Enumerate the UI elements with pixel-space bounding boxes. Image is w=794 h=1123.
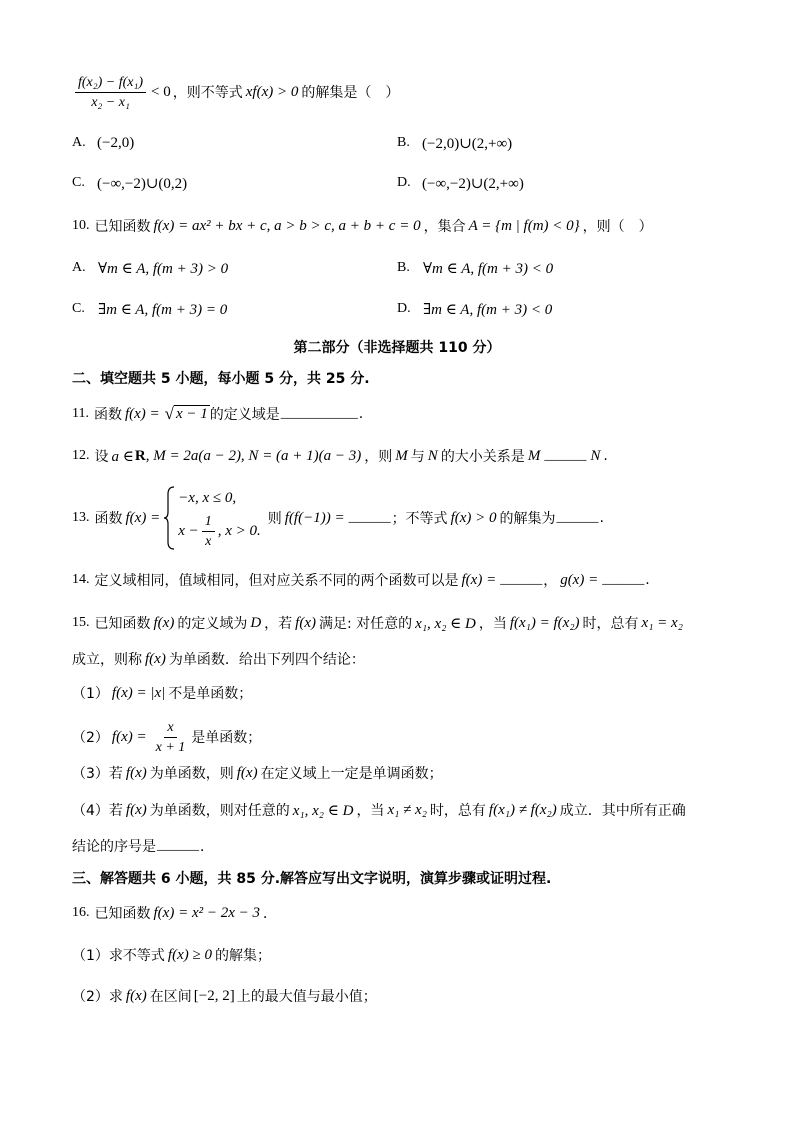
- piecewise-brace: [163, 486, 175, 550]
- function-lhs: g(x) =: [560, 571, 599, 588]
- stem-text: 的定义域是: [209, 407, 280, 423]
- answer-blank: ___________: [280, 406, 358, 421]
- math-variable: M: [395, 447, 408, 464]
- q15-statement-3: [72, 762, 443, 784]
- fraction-numerator: f(x₂) − f(x₁): [75, 73, 146, 93]
- stem-text: 定义域相同，值域相同，但对应关系不同的两个函数可以是: [94, 573, 459, 589]
- stem-text: 求不等式: [108, 948, 165, 964]
- stem-text: 时，总有: [582, 616, 639, 632]
- option-value: ∀m ∈ A, f(m + 3) < 0: [423, 260, 554, 277]
- stem-text: 是单函数；: [191, 730, 262, 746]
- math-expression: f(x): [145, 650, 166, 667]
- end-punct: .: [599, 510, 604, 526]
- reals-symbol: R: [134, 447, 146, 464]
- stem-text: ，集合: [423, 219, 466, 235]
- option-value: ∃m ∈ A, f(m + 3) = 0: [98, 301, 228, 318]
- math-expression: f(x₁) = f(x₂): [509, 614, 580, 631]
- stem-text: 若: [108, 766, 123, 782]
- q14: [72, 569, 650, 591]
- math-expression: f(x): [236, 764, 258, 781]
- q9-option-a: [72, 132, 136, 154]
- sqrt-sign: √: [164, 404, 175, 423]
- answer-blank: ______: [602, 572, 645, 587]
- stem-text: 已知函数: [94, 906, 151, 922]
- q15-statement-2: [72, 716, 261, 758]
- q15-statement-4-line-2: [72, 835, 214, 857]
- stem-text: 与: [410, 449, 425, 465]
- math-variable: N: [427, 447, 438, 464]
- option-value: ∀m ∈ A, f(m + 3) > 0: [98, 260, 229, 277]
- stem-text: 不是单函数；: [168, 686, 253, 702]
- q16-part-1: [72, 944, 271, 966]
- stem-text: 结论的序号是: [72, 839, 156, 855]
- stem-text: 设: [94, 449, 109, 465]
- statement-label: （2）: [72, 730, 109, 746]
- stem-text: 为单函数，则: [149, 766, 234, 782]
- case-1: [175, 485, 264, 511]
- stem-text: 在定义域上一定是单调函数；: [260, 766, 443, 782]
- section2-heading: 二、填空题共 5 小题，每小题 5 分，共 25 分.: [72, 371, 370, 387]
- inequality-sign: < 0: [151, 83, 171, 100]
- option-value: (−∞,−2)∪(0,2): [97, 175, 188, 192]
- stem-text: 上的最大值与最小值；: [236, 989, 377, 1005]
- option-label: D.: [397, 301, 411, 316]
- end-punct: .: [358, 406, 364, 422]
- end-punct: ．: [263, 906, 277, 922]
- math-expression: x₁, x₂ ∈ D: [415, 615, 476, 632]
- q11: [72, 403, 363, 425]
- reciprocal-fraction: [202, 512, 215, 551]
- math-expression: f(x): [125, 987, 147, 1004]
- q9-stem-tail: [72, 70, 399, 114]
- fraction-denominator: x + 1: [155, 739, 186, 755]
- function-lhs: f(x) =: [461, 571, 497, 588]
- q15-statement-4: [72, 799, 686, 821]
- stem-text: 已知函数: [94, 219, 151, 235]
- math-expression: f(x) = |x|: [111, 684, 166, 701]
- statement-label: （1）: [72, 686, 109, 702]
- stem-text: ，若: [264, 616, 293, 632]
- stem-text: 成立，则称: [72, 652, 142, 668]
- function-lhs: f(x) =: [125, 509, 161, 526]
- stem-text: 在区间: [149, 989, 192, 1005]
- stem-text: 时，总有: [429, 803, 486, 819]
- stem-text: 则: [267, 511, 282, 527]
- fraction-denominator: x: [205, 533, 212, 549]
- math-expression: f(x): [125, 764, 147, 781]
- stem-text: 函数: [93, 407, 122, 423]
- composite-expression: f(f(−1)) =: [284, 509, 345, 526]
- option-value: (−2,0): [97, 134, 135, 151]
- math-expression: f(x): [153, 614, 175, 631]
- function-definition: f(x) = x² − 2x − 3: [153, 904, 260, 921]
- statement-label: （3）: [72, 766, 109, 782]
- math-expression: , M = 2a(a − 2), N = (a + 1)(a − 3): [145, 447, 362, 464]
- answer-blank: ______: [348, 510, 391, 525]
- stem-text: 若: [108, 803, 123, 819]
- function-lhs: f(x) =: [124, 405, 160, 422]
- answer-blank: ______: [544, 448, 587, 463]
- math-expression: f(x): [295, 614, 316, 631]
- q12: [72, 445, 608, 467]
- inequality-expression: xf(x) > 0: [245, 83, 299, 100]
- q16-stem: [72, 902, 277, 924]
- question-number: 10.: [72, 218, 90, 233]
- stem-text: 求: [108, 989, 123, 1005]
- statement-label: （4）: [72, 803, 109, 819]
- question-number: 11.: [72, 406, 89, 421]
- math-expression: a ∈: [111, 448, 134, 465]
- option-value: ∃m ∈ A, f(m + 3) < 0: [423, 301, 553, 318]
- case-condition: , x > 0.: [217, 522, 261, 539]
- part2-heading: 第二部分（非选择题共 110 分）: [293, 340, 501, 356]
- q10-option-a: [72, 257, 231, 279]
- answer-blank: ______: [157, 838, 199, 853]
- stem-text: 的大小关系是: [440, 449, 525, 465]
- option-label: A.: [72, 260, 86, 275]
- stem-text: 为单函数，则对任意的: [149, 803, 290, 819]
- math-expression: f(x₁) ≠ f(x₂): [488, 801, 557, 818]
- end-punct: .: [603, 448, 608, 464]
- part-label: （1）: [72, 948, 109, 964]
- section3-heading: 三、解答题共 6 小题，共 85 分.解答应写出文字说明，演算步骤或证明过程.: [72, 871, 552, 887]
- math-variable: N: [590, 447, 601, 464]
- option-label: B.: [397, 260, 410, 275]
- rational-fraction: [153, 718, 189, 757]
- case-expression: −x, x ≤ 0,: [178, 489, 237, 506]
- function-definition: f(x) = ax² + bx + c, a > b > c, a + b + c = 0: [153, 217, 421, 234]
- q10-option-b: [397, 257, 556, 279]
- question-number: 12.: [72, 448, 90, 463]
- option-label: C.: [72, 301, 85, 316]
- q10-stem: [72, 215, 653, 237]
- q9-option-b: [397, 132, 514, 154]
- end-punct: .: [645, 572, 650, 588]
- math-expression: f(x) =: [111, 728, 147, 745]
- q9-option-d: [397, 172, 526, 194]
- q10-option-c: [72, 298, 230, 320]
- option-label: A.: [72, 135, 86, 150]
- stem-text: 的解集为: [499, 511, 556, 527]
- stem-text: 的解集是（ ）: [301, 85, 400, 101]
- inequality-expression: f(x) ≥ 0: [167, 946, 212, 963]
- math-expression: x₁ = x₂: [641, 614, 683, 631]
- option-label: B.: [397, 135, 410, 150]
- answer-blank: ______: [500, 572, 543, 587]
- q9-option-c: [72, 172, 189, 194]
- stem-text: 已知函数: [94, 616, 151, 632]
- stem-text: ，则不等式: [172, 85, 243, 101]
- q15-line-1: [72, 612, 686, 634]
- stem-text: ；不等式: [391, 511, 448, 527]
- math-expression: x₁ ≠ x₂: [387, 801, 427, 818]
- fraction-numerator: 1: [202, 512, 215, 532]
- inequality-expression: f(x) > 0: [450, 509, 497, 526]
- q16-part-2: [72, 985, 377, 1007]
- fraction-denominator: x₂ − x₁: [91, 94, 130, 110]
- stem-text: 的解集；: [214, 948, 271, 964]
- case-expression: x −: [178, 522, 199, 539]
- stem-text: ，: [543, 573, 558, 589]
- stem-text: 为单函数．给出下列四个结论：: [168, 652, 365, 668]
- piecewise-cases: [175, 485, 264, 551]
- option-value: (−∞,−2)∪(2,+∞): [422, 175, 524, 192]
- math-expression: D: [250, 614, 262, 631]
- end-punct: ．: [200, 839, 214, 855]
- q10-option-d: [397, 298, 555, 320]
- question-number: 15.: [72, 615, 90, 630]
- question-number: 16.: [72, 905, 90, 920]
- stem-text: ，当: [478, 616, 507, 632]
- stem-text: ，则: [364, 449, 393, 465]
- option-value: (−2,0)∪(2,+∞): [422, 135, 513, 152]
- option-label: C.: [72, 175, 85, 190]
- option-label: D.: [397, 175, 411, 190]
- part-label: （2）: [72, 989, 109, 1005]
- answer-blank: ______: [556, 510, 599, 525]
- radicand: x − 1: [176, 406, 208, 422]
- q13: [72, 484, 604, 552]
- stem-text: 成立．其中所有正确: [559, 803, 686, 819]
- difference-quotient-fraction: [75, 73, 146, 112]
- math-expression: f(x): [125, 801, 147, 818]
- stem-text: 的定义域为: [177, 616, 248, 632]
- q15-statement-1: [72, 682, 252, 704]
- case-2: [175, 511, 264, 551]
- question-number: 14.: [72, 572, 90, 587]
- math-variable: M: [527, 447, 541, 464]
- stem-text: ，则（ ）: [582, 219, 653, 235]
- stem-text: 满足: 对任意的: [319, 616, 413, 632]
- fraction-numerator: x: [164, 718, 176, 738]
- interval-expression: [−2, 2]: [193, 987, 235, 1004]
- set-definition: A = {m | f(m) < 0}: [468, 217, 580, 234]
- stem-text: 函数: [94, 511, 123, 527]
- question-number: 13.: [72, 510, 90, 525]
- q15-line-2: [72, 648, 365, 670]
- stem-text: ，当: [356, 803, 385, 819]
- math-expression: x₁, x₂ ∈ D: [292, 802, 354, 819]
